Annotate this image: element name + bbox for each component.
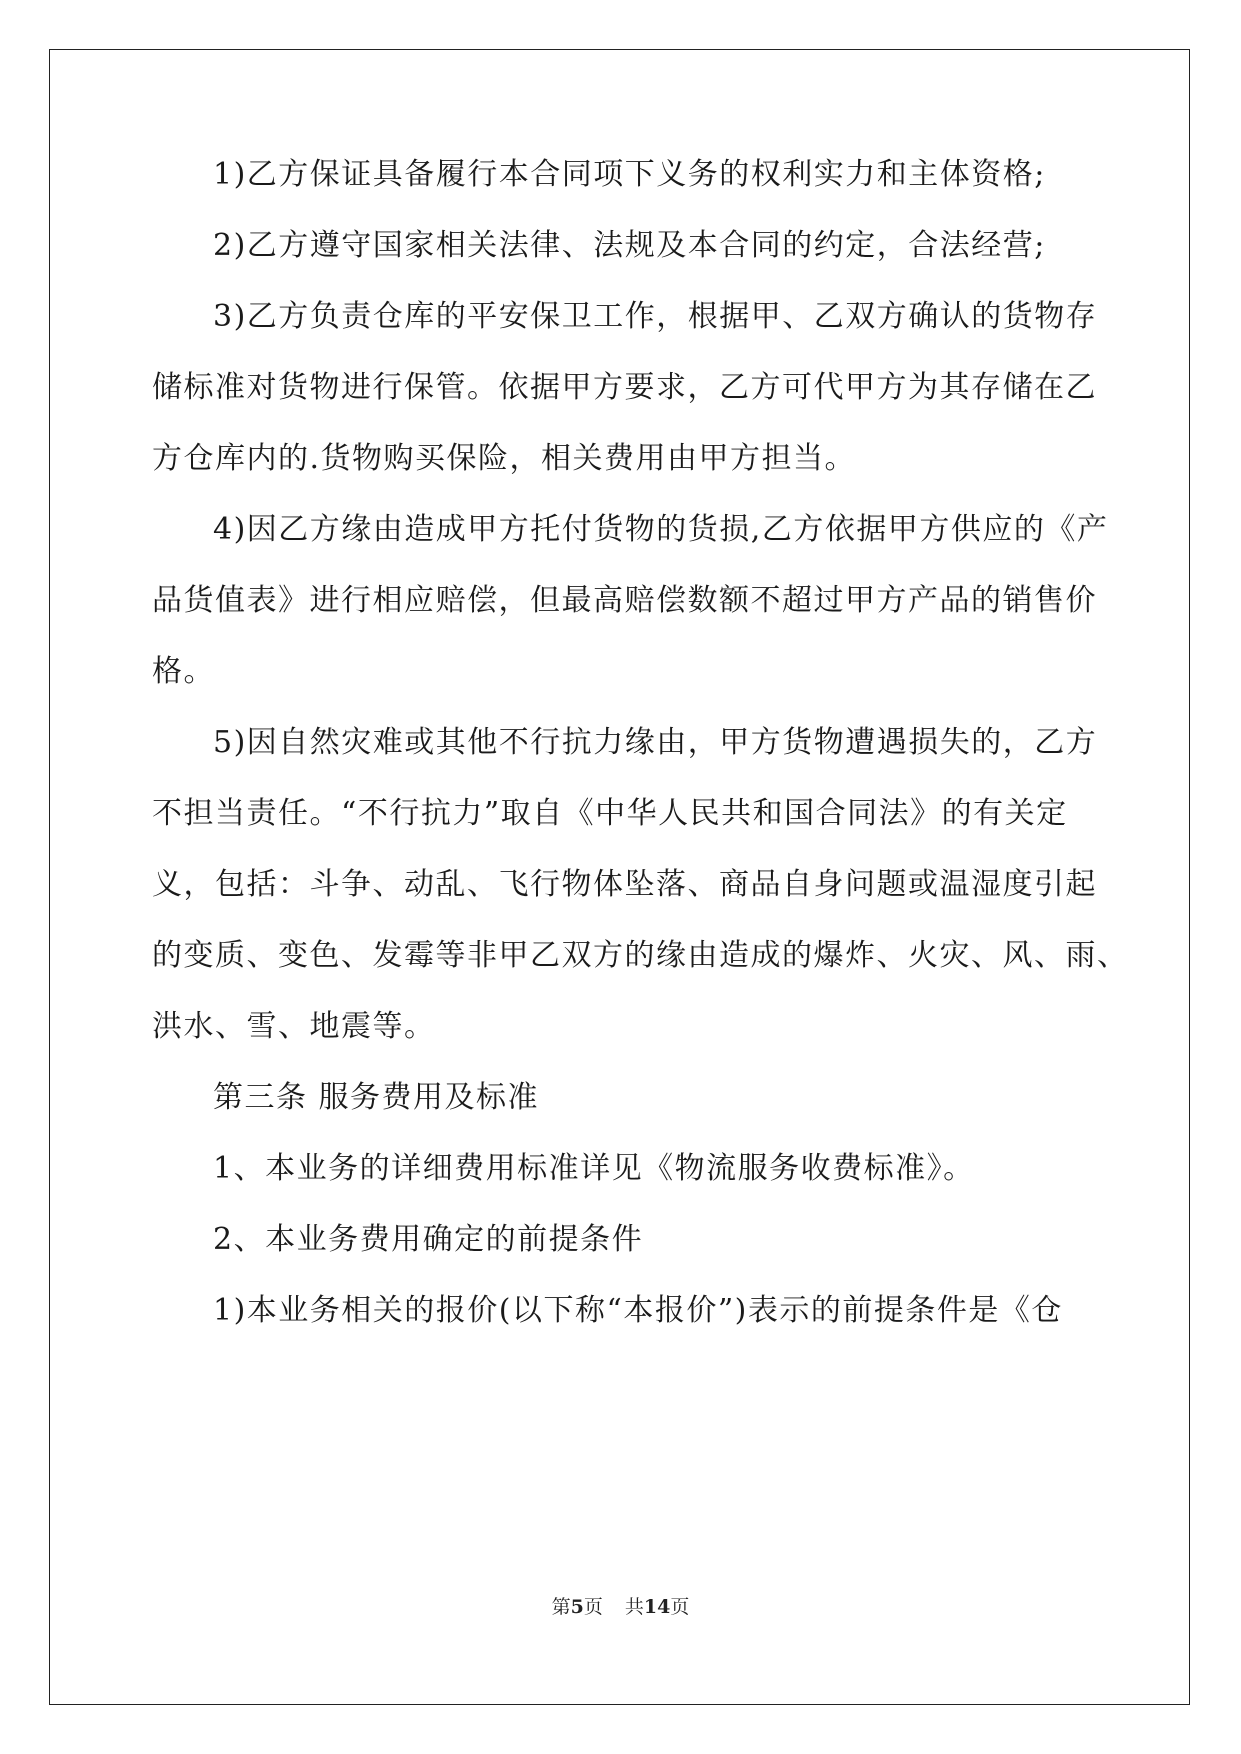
section-heading: 第三条 服务费用及标准 <box>213 1080 540 1115</box>
paragraph-line: 5)因自然灾难或其他不行抗力缘由，甲方货物遭遇损失的，乙方 <box>213 725 1098 760</box>
paragraph-line: 2、本业务费用确定的前提条件 <box>213 1222 644 1257</box>
paragraph-line: 4)因乙方缘由造成甲方托付货物的货损,乙方依据甲方供应的《产 <box>213 512 1109 547</box>
page-footer <box>0 1595 1241 1619</box>
page-suffix: 页 <box>583 1596 603 1618</box>
paragraph-line: 义，包括：斗争、动乱、飞行物体坠落、商品自身问题或温湿度引起 <box>152 867 1097 902</box>
paragraph-line: 储标准对货物进行保管。依据甲方要求，乙方可代甲方为其存储在乙 <box>152 370 1097 405</box>
page-number: 5 <box>570 1596 584 1618</box>
paragraph-line: 不担当责任。“不行抗力”取自《中华人民共和国合同法》的有关定 <box>152 796 1068 831</box>
paragraph-line: 洪水、雪、地震等。 <box>152 1009 436 1044</box>
paragraph-line: 1)乙方保证具备履行本合同项下义务的权利实力和主体资格; <box>213 157 1046 192</box>
page-prefix: 第 <box>551 1596 571 1618</box>
paragraph-line: 1)本业务相关的报价(以下称“本报价”)表示的前提条件是《仓 <box>213 1293 1063 1328</box>
paragraph-line: 1、本业务的详细费用标准详见《物流服务收费标准》。 <box>213 1151 975 1186</box>
paragraph-line: 格。 <box>152 654 215 689</box>
total-prefix: 共 <box>624 1596 644 1618</box>
paragraph-line: 品货值表》进行相应赔偿，但最高赔偿数额不超过甲方产品的销售价 <box>152 583 1097 618</box>
total-suffix: 页 <box>670 1596 690 1618</box>
paragraph-line: 2)乙方遵守国家相关法律、法规及本合同的约定，合法经营; <box>213 228 1046 263</box>
paragraph-line: 方仓库内的.货物购买保险，相关费用由甲方担当。 <box>152 441 857 476</box>
paragraph-line: 3)乙方负责仓库的平安保卫工作，根据甲、乙双方确认的货物存 <box>213 299 1098 334</box>
total-pages: 14 <box>643 1596 671 1618</box>
paragraph-line: 的变质、变色、发霉等非甲乙双方的缘由造成的爆炸、火灾、风、雨、 <box>152 938 1129 973</box>
